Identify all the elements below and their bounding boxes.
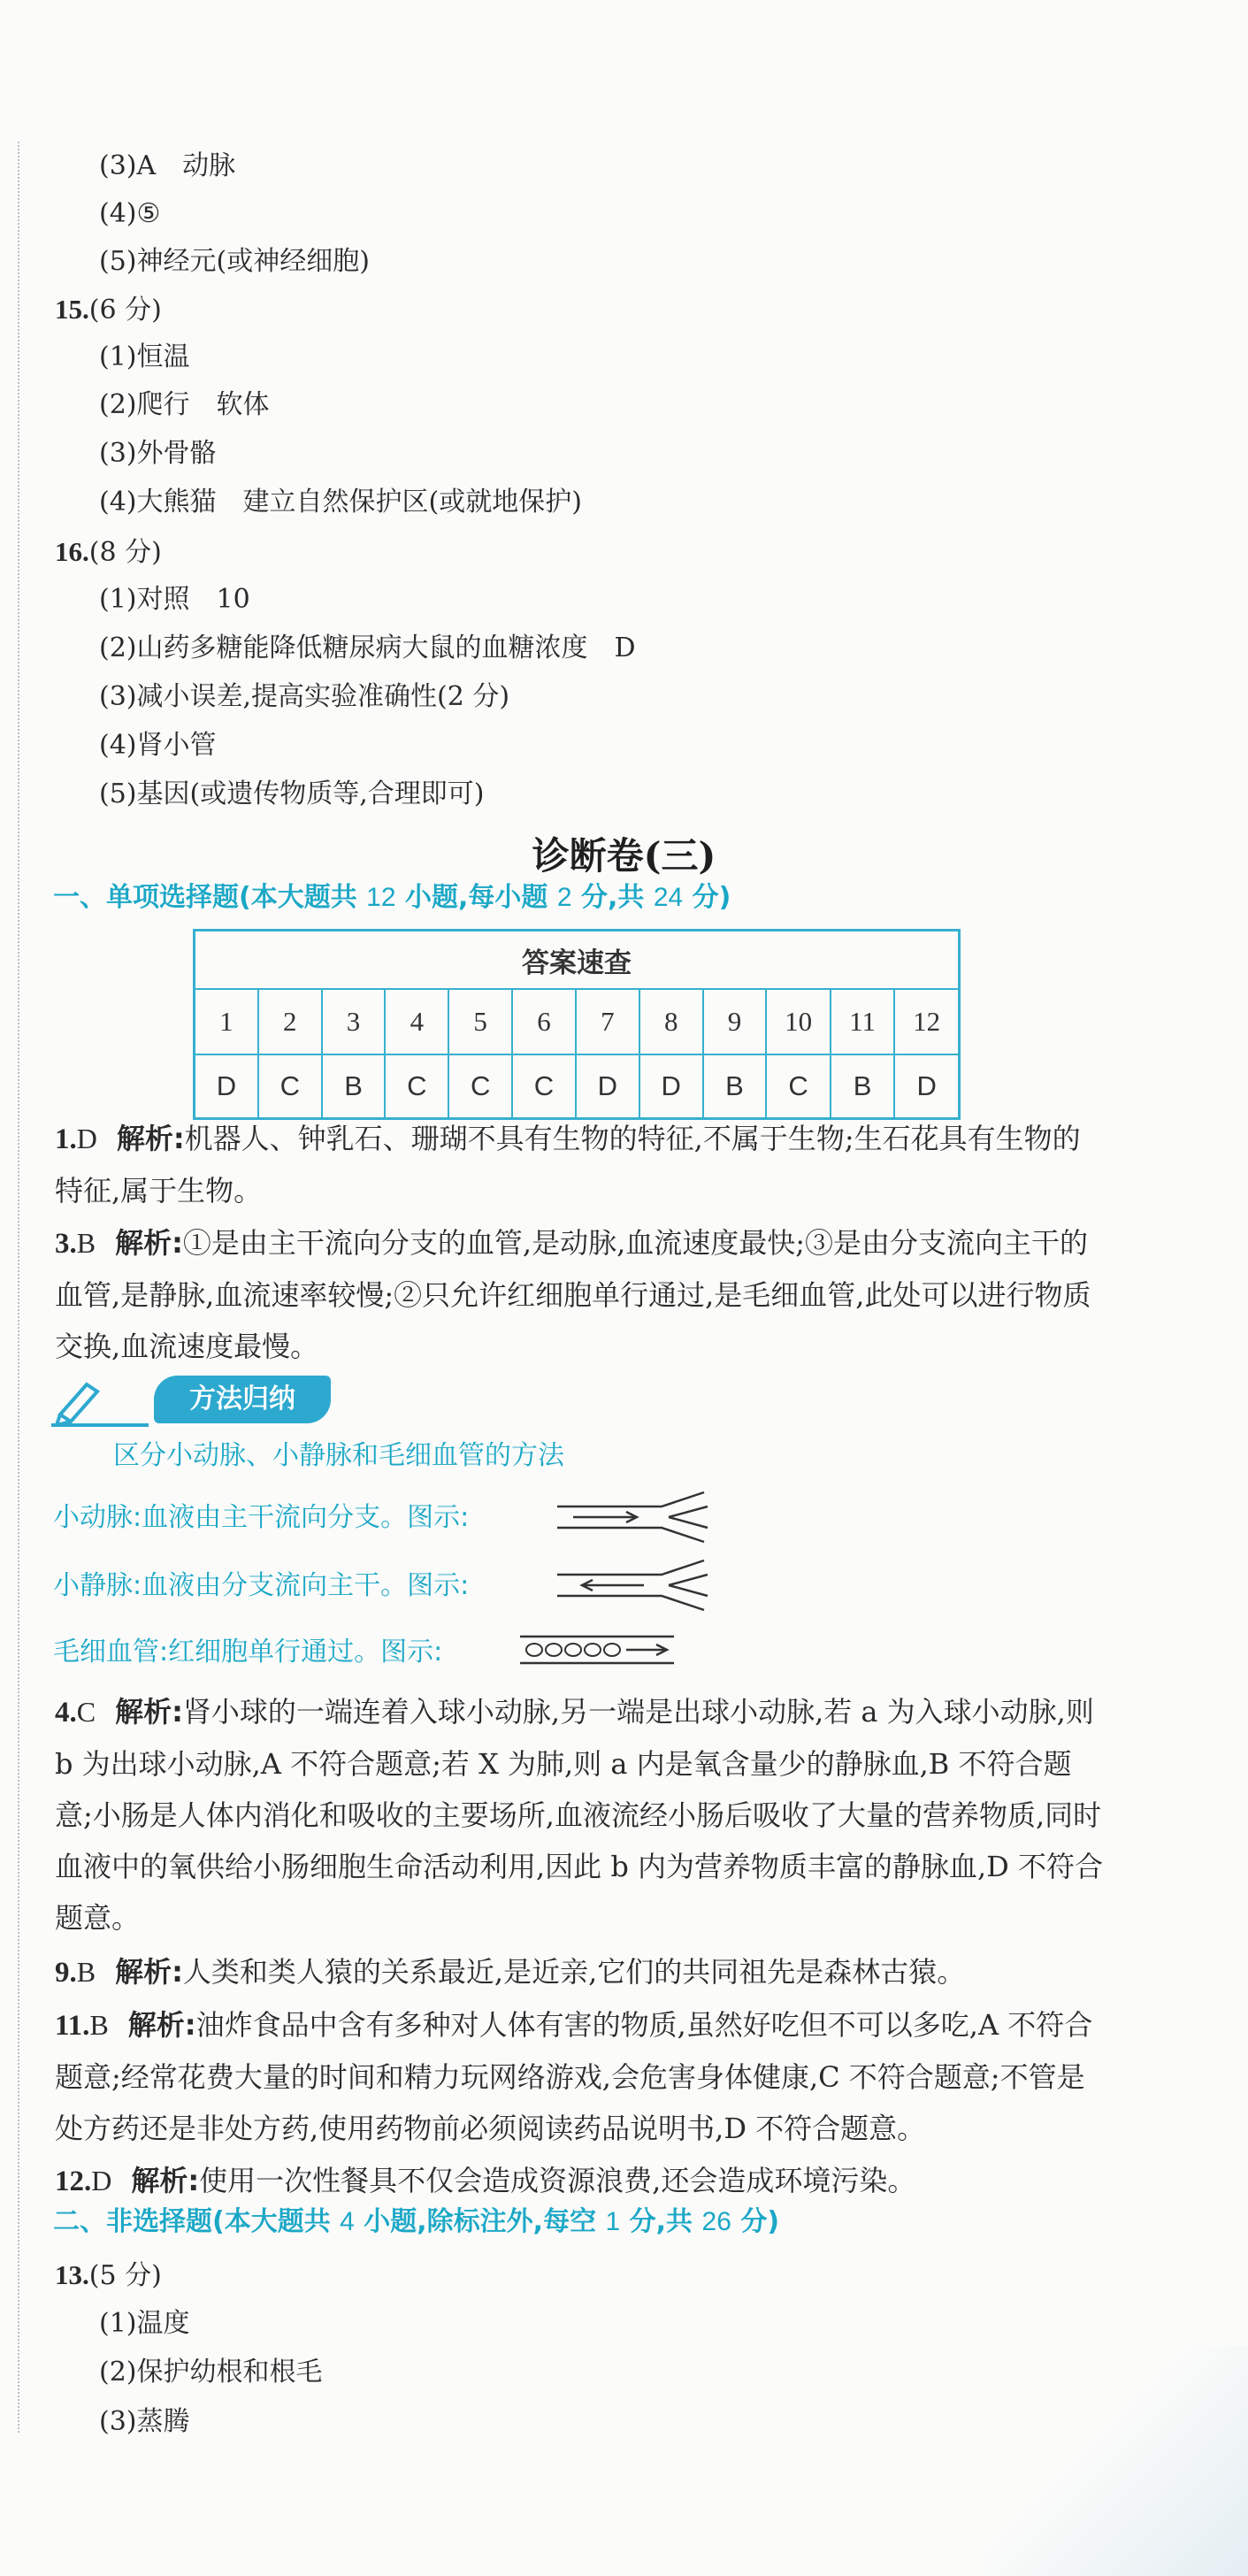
section1-heading-text: 一、单项选择题(本大题共	[53, 882, 367, 913]
answer-letter-cell: D	[639, 1054, 703, 1119]
answer-table-header: 答案速查	[195, 931, 960, 990]
q14-item-3: (3)A 动脉	[99, 150, 236, 181]
q15-item-2: (2)爬行 软体	[99, 389, 270, 420]
q16-item-1: (1)对照 10	[99, 584, 250, 615]
question-number-cell: 5	[448, 989, 512, 1054]
answer-letter-cell: D	[894, 1054, 959, 1119]
explanation-3-answer: B	[76, 1227, 96, 1259]
question-number-row	[195, 989, 960, 1054]
q16-item-5: (5)基因(或遗传物质等,合理即可)	[99, 778, 485, 809]
section1-heading-text: 小题,每小题	[395, 882, 557, 913]
q15-item-3: (3)外骨骼	[99, 438, 217, 469]
q16-item-4: (4)肾小管	[99, 730, 217, 761]
question-number-cell: 4	[385, 989, 448, 1054]
section2-heading	[53, 2204, 779, 2240]
section2-heading-text: 分,共	[620, 2206, 702, 2237]
q14-item-4: (4)⑤	[99, 198, 161, 229]
question-number-cell: 8	[639, 989, 703, 1054]
explanation-11-number: 11.B	[55, 2009, 109, 2042]
explanation-12	[55, 2155, 1107, 2207]
explanation-12-text: 使用一次性餐具不仅会造成资源浪费,还会造成环境污染。	[199, 2164, 916, 2197]
method-artery: 小动脉:血液由主干流向分支。图示:	[53, 1502, 470, 1533]
section1-heading	[53, 880, 731, 916]
question-number-cell: 10	[766, 989, 831, 1054]
answer-letter-row	[195, 1054, 960, 1119]
explanation-4-number: 4.C	[55, 1696, 96, 1729]
answer-letter-cell: B	[703, 1054, 767, 1119]
q13-item-3: (3)蒸腾	[99, 2406, 190, 2437]
method-intro: 区分小动脉、小静脉和毛细血管的方法	[113, 1440, 564, 1471]
margin-rule	[18, 142, 19, 2433]
explanation-11-label: 解析:	[127, 2008, 196, 2042]
question-number-cell: 2	[258, 989, 322, 1054]
explanation-11-text: 油炸食品中含有多种对人体有害的物质,虽然好吃但不可以多吃,A 不符合题意;经常花费大量的时间和精力玩网络游戏,会危害身体健康,C 不符合题意;不管是处方药还是非处方药,使用药物前必须阅读药品说明书,D 不符合题意。	[55, 2008, 1093, 2145]
question-number-cell: 11	[831, 989, 894, 1054]
q16-number: 16.	[55, 536, 89, 567]
q15-item-4: (4)大熊猫 建立自然保护区(或就地保护)	[99, 487, 582, 518]
corner-shade	[983, 2346, 1248, 2576]
artery-diagram	[555, 1491, 715, 1544]
explanation-1-answer: D	[76, 1123, 97, 1154]
method-summary-label: 方法归纳	[154, 1376, 331, 1423]
explanation-3-number: 3.B	[55, 1227, 96, 1260]
method-summary-tag	[51, 1376, 295, 1427]
answer-letter-cell: C	[766, 1054, 831, 1119]
explanation-3	[55, 1217, 1107, 1372]
page-title: 诊断卷(三)	[532, 834, 716, 878]
explanation-9-label: 解析:	[115, 1955, 183, 1989]
explanation-11-answer: B	[89, 2009, 109, 2041]
section2-heading-text: 二、非选择题(本大题共	[53, 2206, 341, 2237]
question-number-cell: 6	[512, 989, 576, 1054]
q13-number: 13.	[55, 2259, 89, 2290]
explanation-9-number: 9.B	[55, 1956, 96, 1989]
q15-item-1: (1)恒温	[99, 341, 190, 372]
explanation-3-label: 解析:	[115, 1226, 183, 1260]
explanation-4-text: 肾小球的一端连着入球小动脉,另一端是出球小动脉,若 a 为入球小动脉,则 b 为出球小动脉,A 不符合题意;若 X 为肺,则 a 内是氧含量少的静脉血,B 不符合题意;小肠是人体内消化和吸收的主要场所,血液流经小肠后吸收了大量的营养物质,同时血液中的氧供给小肠细胞生命活动利用,因此 b 内为营养物质丰富的静脉血,D 不符合题意。	[55, 1695, 1104, 1935]
answer-quick-table	[193, 929, 961, 1120]
q15-heading	[55, 292, 162, 328]
section2-points-each: 1	[605, 2207, 621, 2236]
q13-heading	[55, 2258, 162, 2294]
method-capillary: 毛细血管:红细胞单行通过。图示:	[53, 1637, 443, 1668]
question-number-cell: 3	[322, 989, 386, 1054]
answer-letter-cell: C	[512, 1054, 576, 1119]
section1-points-each: 2	[556, 883, 572, 912]
explanation-12-label: 解析:	[131, 2164, 200, 2197]
vein-diagram	[555, 1559, 715, 1612]
answer-letter-cell: C	[258, 1054, 322, 1119]
section1-count: 12	[366, 883, 396, 912]
section1-total: 24	[653, 883, 684, 912]
q16-score: (8 分)	[88, 537, 162, 568]
explanation-3-text: ①是由主干流向分支的血管,是动脉,血流速度最快;③是由分支流向主干的血管,是静脉,血流速率较慢;②只允许红细胞单行通过,是毛细血管,此处可以进行物质交换,血流速度最慢。	[55, 1226, 1091, 1363]
explanation-1-label: 解析:	[116, 1122, 185, 1155]
answer-letter-cell: B	[831, 1054, 894, 1119]
answer-letter-cell: C	[385, 1054, 448, 1119]
capillary-diagram	[518, 1628, 678, 1672]
explanation-4-label: 解析:	[115, 1695, 183, 1729]
answer-letter-cell: B	[322, 1054, 386, 1119]
section2-heading-text: 分)	[731, 2206, 780, 2237]
question-number-cell: 12	[894, 989, 959, 1054]
q16-item-2: (2)山药多糖能降低糖尿病大鼠的血糖浓度 D	[99, 632, 636, 663]
q16-heading	[55, 534, 162, 571]
explanation-1	[55, 1113, 1107, 1216]
explanation-4	[55, 1686, 1107, 1944]
section2-heading-text: 小题,除标注外,每空	[354, 2206, 606, 2237]
explanation-9	[55, 1946, 1107, 1998]
explanation-12-number: 12.D	[55, 2165, 112, 2197]
q13-item-1: (1)温度	[99, 2308, 190, 2339]
q13-item-2: (2)保护幼根和根毛	[99, 2357, 323, 2388]
pencil-icon	[51, 1376, 157, 1427]
section2-count: 4	[340, 2207, 355, 2236]
explanation-11	[55, 1999, 1107, 2154]
explanation-1-number: 1.D	[55, 1123, 97, 1155]
explanation-9-text: 人类和类人猿的关系最近,是近亲,它们的共同祖先是森林古猿。	[182, 1955, 966, 1989]
explanation-4-answer: C	[76, 1696, 96, 1728]
q15-number: 15.	[55, 294, 89, 325]
explanation-1-text: 机器人、钟乳石、珊瑚不具有生物的特征,不属于生物;生石花具有生物的特征,属于生物。	[55, 1122, 1081, 1208]
section1-heading-text: 分)	[683, 882, 731, 913]
question-number-cell: 7	[576, 989, 639, 1054]
answer-letter-cell: D	[195, 1054, 258, 1119]
answer-letter-cell: D	[576, 1054, 639, 1119]
explanation-9-answer: B	[76, 1956, 96, 1988]
method-vein: 小静脉:血液由分支流向主干。图示:	[53, 1570, 470, 1601]
section1-heading-text: 分,共	[571, 882, 654, 913]
q16-item-3: (3)减小误差,提高实验准确性(2 分)	[99, 681, 510, 712]
q15-score: (6 分)	[88, 295, 162, 326]
q13-score: (5 分)	[88, 2260, 162, 2291]
question-number-cell: 1	[195, 989, 258, 1054]
section2-total: 26	[701, 2207, 731, 2236]
answer-letter-cell: C	[448, 1054, 512, 1119]
explanation-12-answer: D	[91, 2165, 112, 2196]
q14-item-5: (5)神经元(或神经细胞)	[99, 246, 370, 277]
question-number-cell: 9	[703, 989, 767, 1054]
